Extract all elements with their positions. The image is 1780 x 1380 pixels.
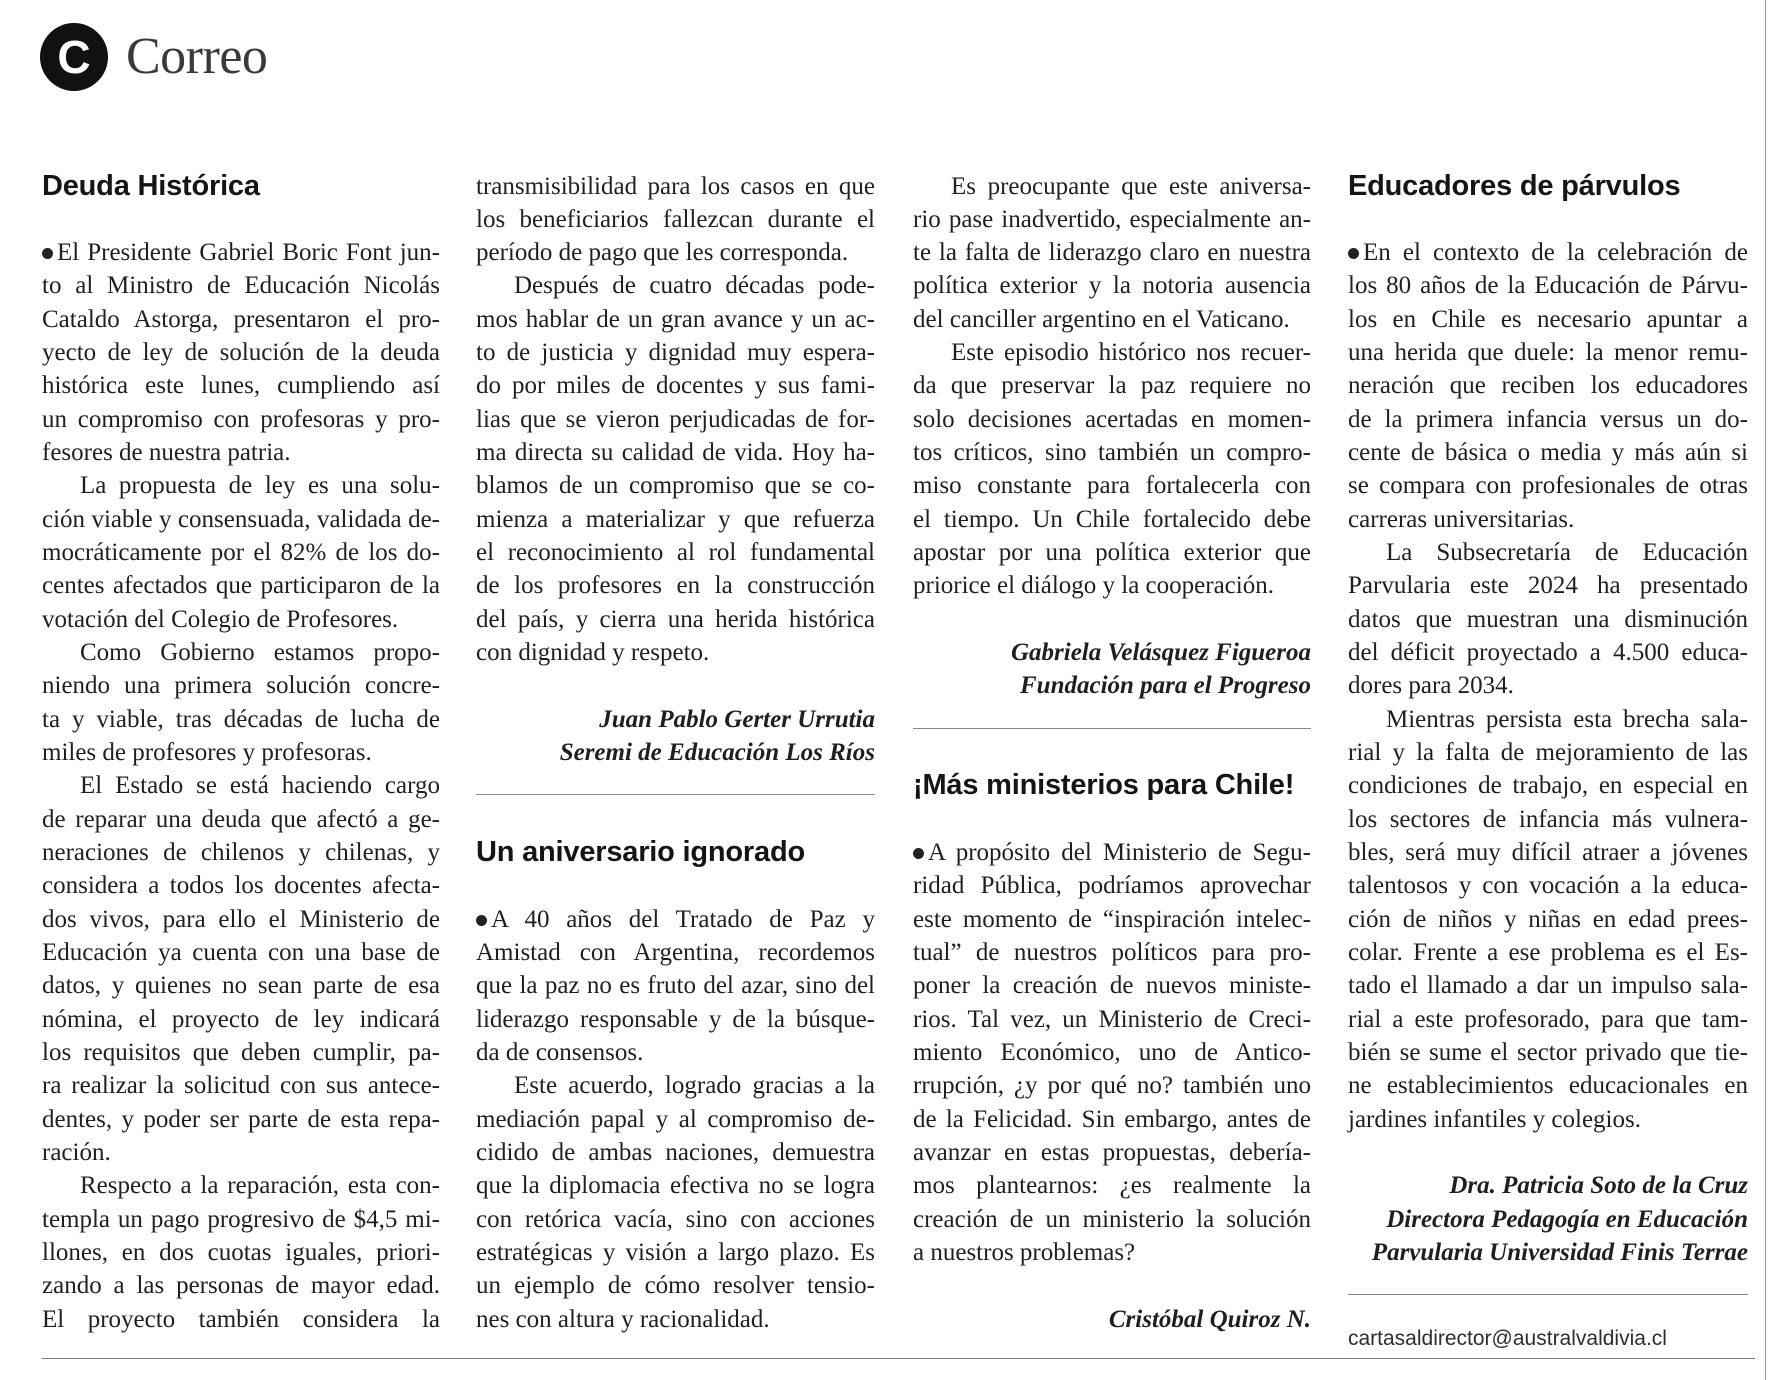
article-line — [42, 636, 440, 669]
article-line — [42, 803, 440, 836]
line-text: del déficit proyectado a 4.500 educa- — [1348, 639, 1748, 667]
article-line — [476, 403, 875, 436]
line-text: El Estado se está haciendo cargo — [80, 772, 440, 800]
line-text: de los profesores en la construcción — [476, 572, 875, 600]
article-line — [42, 536, 440, 569]
line-text: llones, en dos cuotas iguales, priori- — [42, 1239, 440, 1266]
line-text: bles, será muy difícil atraer a jóvenes — [1348, 839, 1748, 867]
line-text: cente de básica o media y más aún si — [1348, 439, 1748, 467]
signature-name: Cristóbal Quiroz N. — [1108, 1305, 1311, 1333]
article-line — [476, 1136, 875, 1169]
line-text: neración que reciben los educadores — [1348, 372, 1748, 400]
article-line — [476, 170, 875, 203]
article-line — [1348, 269, 1748, 302]
article-line — [42, 1169, 440, 1202]
line-text: bién se sume el sector privado que tie- — [1348, 1039, 1748, 1067]
section-title: Correo — [126, 28, 268, 85]
article-line — [1348, 936, 1748, 969]
article-line — [1348, 469, 1748, 502]
article-line — [913, 1036, 1311, 1069]
article-line — [913, 1236, 1311, 1269]
article-line — [42, 436, 440, 469]
article-line — [42, 603, 440, 636]
line-text: tado el llamado a dar un impulso sala- — [1348, 972, 1748, 1000]
article-line — [42, 1003, 440, 1036]
line-text: datos, y quienes no sean parte de esa — [42, 972, 440, 1000]
signature-name: Juan Pablo Gerter Urrutia — [599, 705, 875, 733]
article-line — [1348, 669, 1748, 702]
line-text: los beneficiarios fallezcan durante el — [476, 205, 875, 233]
article-line — [913, 836, 1311, 869]
line-text: centes afectados que participaron de la — [42, 572, 440, 600]
line-text: Después de cuatro décadas pode- — [514, 272, 875, 300]
line-text: yecto de ley de solución de la deuda — [42, 339, 440, 367]
article-line — [1348, 1069, 1748, 1102]
signature-name: Dra. Patricia Soto de la Cruz — [1449, 1172, 1748, 1200]
spacer — [913, 603, 1311, 636]
signature-affiliation: Parvularia Universidad Finis Terrae — [1371, 1239, 1748, 1266]
article-line — [42, 1269, 440, 1302]
line-text: dos vivos, para ello el Ministerio de — [42, 905, 440, 933]
article-line — [913, 1136, 1311, 1169]
article-line — [476, 469, 875, 502]
article-line — [913, 503, 1311, 536]
line-text: niendo una primera solución concre- — [42, 672, 440, 700]
article-line — [42, 569, 440, 602]
line-text: el tiempo. Un Chile fortalecido debe — [913, 505, 1311, 533]
line-text: Como Gobierno estamos propo- — [80, 639, 440, 667]
article-line — [1348, 536, 1748, 569]
line-text: El proyecto también considera la — [42, 1305, 440, 1333]
article-line — [1348, 836, 1748, 869]
letter-title: Deuda Histórica — [42, 169, 260, 202]
page-bottom-rule — [42, 1358, 1755, 1359]
line-text: rios. Tal vez, un Ministerio de Creci- — [913, 1005, 1311, 1033]
line-text: los requisitos que deben cumplir, pa- — [42, 1039, 440, 1067]
article-line — [42, 969, 440, 1002]
section-logo — [40, 23, 108, 91]
line-text: miento Económico, uno de Antico- — [913, 1039, 1311, 1067]
line-text: dores para 2034. — [1348, 672, 1514, 700]
line-text: ta y viable, tras décadas de lucha de — [42, 705, 440, 733]
article-line — [476, 569, 875, 602]
column-1 — [42, 170, 440, 1336]
article-line — [1348, 403, 1748, 436]
line-text: jardines infantiles y colegios. — [1348, 1105, 1641, 1133]
line-text: los en Chile es necesario apuntar a — [1348, 305, 1748, 333]
line-text: mienza a materializar y que refuerza — [476, 505, 875, 533]
line-text: fesores de nuestra patria. — [42, 439, 291, 467]
article-line — [476, 1103, 875, 1136]
spacer — [1348, 1136, 1748, 1169]
article-line — [913, 303, 1311, 336]
line-text: mocráticamente por el 82% de los do- — [42, 539, 440, 567]
line-text: solo decisiones acertadas en momen- — [913, 405, 1311, 433]
article-line — [42, 1069, 440, 1102]
line-text: neraciones de chilenos y chilenas, y — [42, 839, 440, 867]
article-line — [476, 336, 875, 369]
line-text: Amistad con Argentina, recordemos — [476, 939, 875, 967]
article-line — [476, 603, 875, 636]
article-line — [476, 1203, 875, 1236]
letter-title: Un aniversario ignorado — [476, 836, 805, 869]
article-line — [913, 1203, 1311, 1236]
signature-affiliation: Directora Pedagogía en Educación — [1386, 1205, 1748, 1233]
column-4 — [1348, 170, 1748, 1355]
letter-title: ¡Más ministerios para Chile! — [913, 769, 1295, 802]
line-text: do por miles de docentes y sus fami- — [476, 372, 875, 400]
line-text: Respecto a la reparación, esta con- — [80, 1172, 440, 1200]
contact-email: cartasaldirector@australvaldivia.cl — [1348, 1326, 1667, 1350]
line-text: colar. Frente a ese problema es el Es- — [1348, 939, 1748, 967]
line-text: datos que muestran una disminución — [1348, 605, 1748, 633]
line-text: nes con altura y racionalidad. — [476, 1305, 770, 1333]
article-line — [42, 236, 440, 269]
article-line — [913, 1003, 1311, 1036]
line-text: talentosos y con vocación a la educa- — [1348, 872, 1748, 900]
line-text: Educación ya cuenta con una base de — [42, 939, 440, 967]
article-line — [476, 503, 875, 536]
article-line — [42, 836, 440, 869]
line-text: apostar por una política exterior que — [913, 539, 1311, 567]
line-text: histórica este lunes, cumpliendo así — [42, 372, 440, 400]
article-line — [913, 336, 1311, 369]
article-line — [476, 1036, 875, 1069]
line-text: a nuestros problemas? — [913, 1239, 1136, 1266]
article-line — [476, 1269, 875, 1302]
line-text: da de consensos. — [476, 1039, 644, 1067]
line-text: tual” de nuestros políticos para pro- — [913, 939, 1311, 967]
letter-title: Educadores de párvulos — [1348, 169, 1681, 202]
article-line — [913, 903, 1311, 936]
line-text: este momento de “inspiración intelec- — [913, 905, 1311, 933]
signature-affiliation: Fundación para el Progreso — [1019, 672, 1311, 700]
line-text: período de pago que les corresponda. — [476, 239, 849, 267]
spacer — [913, 1269, 1311, 1302]
article-line — [913, 269, 1311, 302]
spacer — [1348, 203, 1748, 236]
article-line — [42, 769, 440, 802]
article-line — [1348, 1103, 1748, 1136]
line-text: Cataldo Astorga, presentaron el pro- — [42, 305, 440, 333]
line-text: los 80 años de la Educación de Párvu- — [1348, 272, 1748, 300]
bullet-icon — [913, 848, 924, 859]
article-line — [913, 469, 1311, 502]
line-text: política exterior y la notoria ausencia — [913, 272, 1311, 300]
signature-affiliation: Seremi de Educación Los Ríos — [559, 739, 875, 767]
article-line — [476, 303, 875, 336]
article-line — [1348, 736, 1748, 769]
article-line — [1348, 236, 1748, 269]
line-text: ma directa su calidad de vida. Hoy ha- — [476, 439, 875, 467]
article-line — [476, 969, 875, 1002]
article-line — [42, 703, 440, 736]
line-text: mos plantearnos: ¿es realmente la — [913, 1172, 1311, 1200]
article-line — [1348, 703, 1748, 736]
article-line — [42, 1036, 440, 1069]
article-line — [476, 1303, 875, 1336]
article-line — [42, 303, 440, 336]
line-text: rial y la falta de mejoramiento de las — [1348, 739, 1748, 767]
line-text: da que preservar la paz requiere no — [913, 372, 1311, 400]
line-text: de la Felicidad. Sin embargo, antes de — [913, 1105, 1311, 1133]
article-line — [1348, 436, 1748, 469]
article-line — [476, 903, 875, 936]
article-line — [476, 1003, 875, 1036]
line-text: miso constante para fortalecerla con — [913, 472, 1311, 500]
line-text: una herida que duele: la menor remu- — [1348, 339, 1748, 367]
article-line — [476, 936, 875, 969]
line-text: zando a las personas de mayor edad. — [42, 1272, 440, 1300]
line-text: ridad Pública, podríamos aprovechar — [913, 872, 1311, 900]
article-line — [1348, 903, 1748, 936]
article-line — [913, 203, 1311, 236]
article-line — [1348, 336, 1748, 369]
line-text: miles de profesores y profesoras. — [42, 739, 372, 767]
line-text: Mientras persista esta brecha sala- — [1386, 705, 1748, 733]
article-line — [42, 736, 440, 769]
article-line — [913, 403, 1311, 436]
article-line — [476, 236, 875, 269]
spacer — [913, 803, 1311, 836]
line-text: transmisibilidad para los casos en que — [476, 172, 875, 200]
article-line — [476, 1069, 875, 1102]
line-text: el reconocimiento al rol fundamental — [476, 539, 875, 567]
line-text: se compara con profesionales de otras — [1348, 472, 1748, 500]
line-text: El Presidente Gabriel Boric Font jun- — [57, 239, 440, 267]
line-text: creación de un ministerio la solución — [913, 1205, 1311, 1233]
spacer — [42, 203, 440, 236]
article-line — [476, 203, 875, 236]
line-text: de la primera infancia versus un do- — [1348, 405, 1748, 433]
article-line — [1348, 1003, 1748, 1036]
line-text: cidido de ambas naciones, demuestra — [476, 1139, 875, 1167]
article-line — [1348, 769, 1748, 802]
line-text: Este acuerdo, logrado gracias a la — [514, 1072, 875, 1100]
article-line — [1348, 303, 1748, 336]
article-line — [42, 903, 440, 936]
line-text: La Subsecretaría de Educación — [1386, 539, 1748, 567]
article-line — [476, 369, 875, 402]
article-line — [42, 369, 440, 402]
line-text: considera a todos los docentes afecta- — [42, 872, 440, 900]
article-line — [1348, 369, 1748, 402]
article-line — [476, 636, 875, 669]
line-text: liderazgo responsable y de la búsque- — [476, 1005, 875, 1033]
article-line — [1348, 503, 1748, 536]
line-text: La propuesta de ley es una solu- — [80, 472, 440, 500]
spacer — [913, 736, 1311, 769]
line-text: del canciller argentino en el Vaticano. — [913, 305, 1290, 333]
signature-name: Gabriela Velásquez Figueroa — [1010, 639, 1311, 667]
line-text: to de justicia y dignidad muy espera- — [476, 339, 875, 367]
line-text: blamos de un compromiso que se co- — [476, 472, 875, 500]
line-text: carreras universitarias. — [1348, 505, 1575, 533]
article-line — [42, 336, 440, 369]
bullet-icon — [476, 915, 487, 926]
article-line — [913, 236, 1311, 269]
line-text: to al Ministro de Educación Nicolás — [42, 272, 440, 300]
line-text: nómina, el proyecto de ley indicará — [42, 1005, 440, 1033]
line-text: que la paz no es fruto del azar, sino del — [476, 972, 875, 1000]
article-line — [913, 436, 1311, 469]
article-line — [476, 1169, 875, 1202]
article-line — [42, 503, 440, 536]
line-text: A propósito del Ministerio de Segu- — [928, 839, 1311, 867]
article-line — [476, 269, 875, 302]
line-text: Es preocupante que este aniversa- — [951, 172, 1311, 200]
line-text: los sectores de infancia más vulnera- — [1348, 805, 1748, 833]
line-text: Parvularia este 2024 ha presentado — [1348, 572, 1748, 600]
line-text: de reparar una deuda que afectó a ge- — [42, 805, 440, 833]
section-logo-letter: C — [57, 31, 91, 83]
line-text: Este episodio histórico nos recuer- — [951, 339, 1311, 367]
line-text: A 40 años del Tratado de Paz y — [491, 905, 875, 933]
line-text: rial a este profesorado, para que tam- — [1348, 1005, 1748, 1033]
line-text: En el contexto de la celebración de — [1363, 239, 1748, 267]
article-line — [1348, 603, 1748, 636]
spacer — [476, 869, 875, 902]
line-text: con dignidad y respeto. — [476, 639, 710, 667]
article-line — [913, 1103, 1311, 1136]
separator-rule — [913, 703, 1311, 736]
line-text: que la diplomacia efectiva no se logra — [476, 1172, 875, 1200]
line-text: votación del Colegio de Profesores. — [42, 605, 399, 633]
article-line — [913, 936, 1311, 969]
article-line — [42, 1103, 440, 1136]
line-text: rrupción, ¿y por qué no? también uno — [913, 1072, 1311, 1100]
article-line — [1348, 1036, 1748, 1069]
article-line — [42, 269, 440, 302]
line-text: rio pase inadvertido, especialmente an- — [913, 205, 1311, 233]
line-text: ción viable y consensuada, validada de- — [42, 505, 440, 533]
line-text: ra realizar la solicitud con sus antece- — [42, 1072, 440, 1100]
line-text: templa un pago progresivo de $4,5 mi- — [42, 1205, 440, 1233]
line-text: ne establecimientos educacionales en — [1348, 1072, 1748, 1100]
article-line — [913, 170, 1311, 203]
line-text: tos críticos, sino también un compro- — [913, 439, 1311, 467]
article-line — [1348, 569, 1748, 602]
article-line — [42, 669, 440, 702]
spacer — [476, 803, 875, 836]
spacer — [476, 669, 875, 702]
separator-rule — [476, 769, 875, 802]
line-text: con retórica vacía, sino con acciones — [476, 1205, 875, 1233]
article-line — [1348, 636, 1748, 669]
article-line — [1348, 869, 1748, 902]
article-line — [913, 569, 1311, 602]
article-line — [476, 436, 875, 469]
bullet-icon — [42, 248, 53, 259]
article-line — [42, 869, 440, 902]
article-line — [42, 1236, 440, 1269]
article-line — [913, 1169, 1311, 1202]
line-text: lias que se vieron perjudicadas de for- — [476, 405, 875, 433]
line-text: poner la creación de nuevos ministe- — [913, 972, 1311, 1000]
line-text: un compromiso con profesoras y pro- — [42, 405, 440, 433]
article-line — [42, 1136, 440, 1169]
article-line — [42, 936, 440, 969]
column-2 — [476, 170, 875, 1336]
line-text: te la falta de liderazgo claro en nuestra — [913, 239, 1311, 267]
article-line — [476, 536, 875, 569]
line-text: estratégicas y visión a largo plazo. Es — [476, 1239, 875, 1266]
page-edge-rule — [1765, 0, 1766, 1380]
line-text: ción de niños y niñas en edad prees- — [1348, 905, 1748, 933]
line-text: dentes, y poder ser parte de esta repa- — [42, 1105, 440, 1133]
article-line — [913, 869, 1311, 902]
article-line — [42, 403, 440, 436]
article-line — [913, 1069, 1311, 1102]
line-text: mos hablar de un gran avance y un ac- — [476, 305, 875, 333]
line-text: un ejemplo de cómo resolver tensio- — [476, 1272, 875, 1300]
line-text: ración. — [42, 1139, 111, 1167]
line-text: del país, y cierra una herida histórica — [476, 605, 875, 633]
article-line — [1348, 969, 1748, 1002]
article-line — [913, 969, 1311, 1002]
bullet-icon — [1348, 248, 1359, 259]
article-line — [476, 1236, 875, 1269]
separator-rule — [1348, 1269, 1748, 1302]
article-line — [42, 1303, 440, 1336]
article-line — [913, 369, 1311, 402]
line-text: avanzar en estas propuestas, debería- — [913, 1139, 1311, 1167]
article-line — [42, 469, 440, 502]
column-3 — [913, 170, 1311, 1336]
article-line — [1348, 803, 1748, 836]
line-text: condiciones de trabajo, en especial en — [1348, 772, 1748, 800]
line-text: priorice el diálogo y la cooperación. — [913, 572, 1274, 600]
article-line — [42, 1203, 440, 1236]
article-line — [913, 536, 1311, 569]
line-text: mediación papal y al compromiso de- — [476, 1105, 875, 1133]
